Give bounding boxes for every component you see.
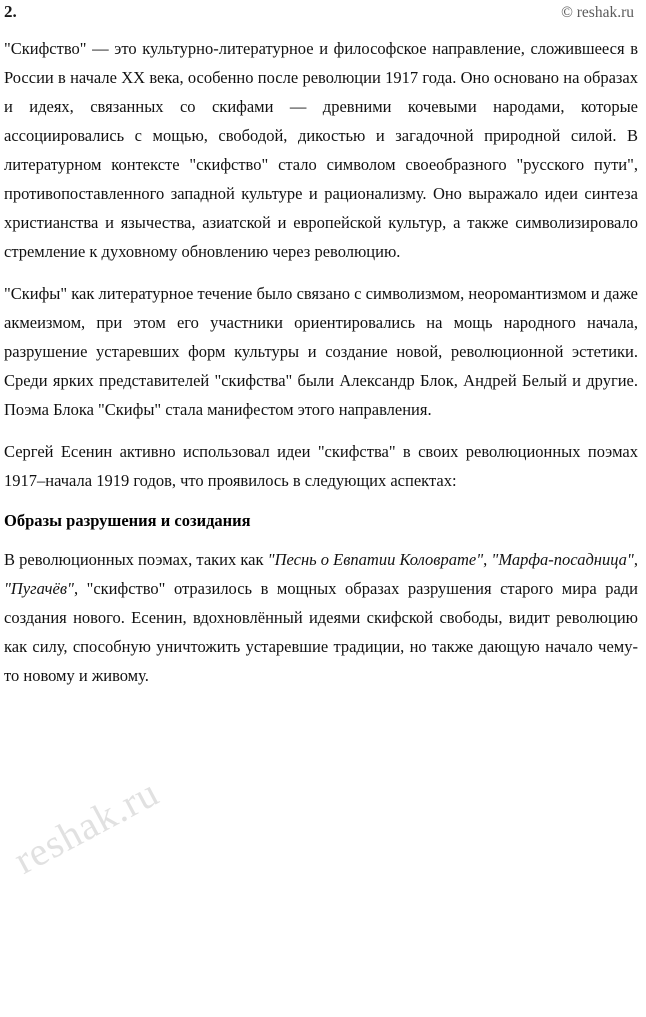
poem-title-pugachev: "Пугачёв" bbox=[4, 579, 74, 598]
subheading-destruction-creation: Образы разрушения и созидания bbox=[4, 511, 251, 530]
text-separator: , bbox=[483, 550, 492, 569]
paragraph-esenin-intro: Сергей Есенин активно использовал идеи "скифства" в своих революционных поэмах 1917–начала 1919 годов, что проявилось в следующих аспектах: bbox=[4, 442, 638, 490]
poem-title-marfa: "Марфа-посадница" bbox=[491, 550, 634, 569]
watermark-text: reshak.ru bbox=[6, 769, 166, 883]
paragraph-skifstvo-definition: "Скифство" — это культурно-литературное и философское направление, сложившееся в России в начале XX века, особенно после революции 1917 года. Оно основано на образах и идеях, связанных со скифами — древними кочевыми народами, которые ассоциировались с мощью, свободой, дикостью и загадочной природной силой. В литературном контексте "скифство" стало символом своеобразного "русского пути", противопоставленного западной культуре и рационализму. Оно выражало идеи синтеза христианства и язычества, азиатской и европейской культур, а также символизировало стремление к духовному обновлению через революцию. bbox=[4, 39, 638, 261]
text-segment: , "скифство" отразилось в мощных образах разрушения старого мира ради создания нового. Есенин, вдохновлённый идеями скифской свободы, видит революцию как силу, способную уничтожить устаревшие традиции, но также дающую начало чему-то новому и живому. bbox=[4, 579, 638, 685]
document-body bbox=[4, 34, 642, 690]
text-separator: , bbox=[633, 550, 638, 569]
paragraph-revolutionary-poems bbox=[4, 545, 642, 690]
task-number: 2. bbox=[4, 2, 17, 21]
poem-title-evpatiy: "Песнь о Евпатии Коловрате" bbox=[267, 550, 484, 569]
page-header bbox=[0, 0, 646, 36]
text-segment: В революционных поэмах, таких как bbox=[4, 550, 268, 569]
paragraph-literary-movement: "Скифы" как литературное течение было связано с символизмом, неоромантизмом и даже акмеизмом, при этом его участники ориентировались на мощь народного начала, разрушение устаревших форм культуры и создание новой, революционной эстетики. Среди ярких представителей "скифства" были Александр Блок, Андрей Белый и другие. Поэма Блока "Скифы" стала манифестом этого направления. bbox=[4, 284, 638, 419]
copyright-notice: © reshak.ru bbox=[561, 4, 634, 21]
